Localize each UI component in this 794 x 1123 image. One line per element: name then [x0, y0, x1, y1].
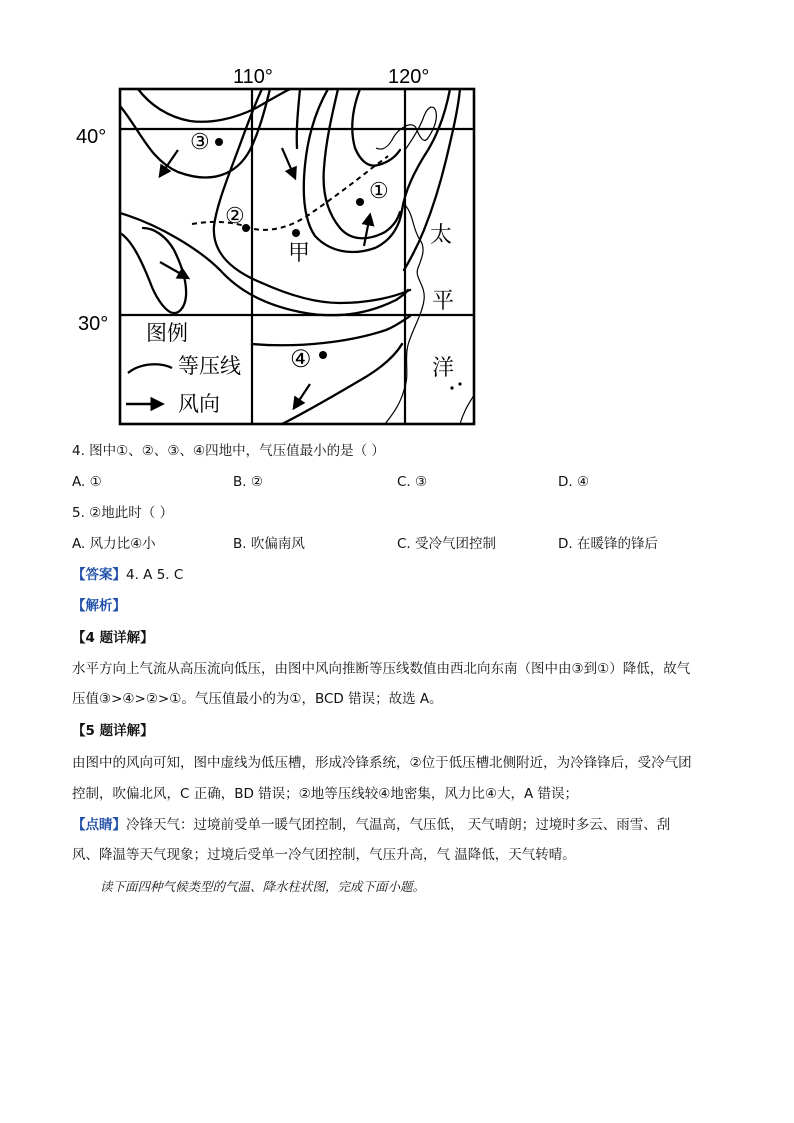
isobar	[138, 89, 290, 122]
q5-option-a: A. 风力比④小	[72, 536, 156, 552]
isobar	[352, 89, 400, 166]
q4-option-b: B. ②	[233, 474, 263, 490]
tip-line1	[72, 819, 670, 833]
q4-stem: 4. 图中①、②、③、④四地中，气压值最小的是（ ）	[72, 443, 385, 459]
point-1-label: ①	[369, 178, 389, 203]
tip-tag: 【点睛】	[72, 817, 126, 833]
point-jia-dot	[292, 229, 300, 237]
detail5-line1: 由图中的风向可知，图中虚线为低压槽，形成冷锋系统，②位于低压槽北侧附近，为冷锋锋后，受冷气团	[72, 755, 692, 771]
map-legend	[126, 322, 241, 416]
wind-arrow	[282, 148, 295, 178]
tip-text-1: 冷锋天气：过境前受单一暖气团控制，气温高，气压低， 天气晴朗；过境时多云、雨雪、刮	[126, 817, 671, 833]
weather-map-figure	[0, 0, 794, 440]
q4-option-a: A. ①	[72, 474, 102, 490]
detail4-line2: 压值③>④>②>①。气压值最小的为①，BCD 错误；故选 A。	[72, 691, 443, 707]
wind-arrow	[160, 262, 188, 278]
lon-label-110: 110°	[233, 66, 273, 88]
next-section-intro: 读下面四种气候类型的气温、降水柱状图，完成下面小题。	[100, 879, 426, 894]
answer-text: 4. A 5. C	[126, 567, 184, 583]
detail5-title: 【5 题详解】	[72, 723, 154, 739]
tip-line2: 风、降温等天气现象；过境后受单一冷气团控制，气压升高，气 温降低，天气转晴。	[72, 847, 576, 863]
point-1-dot	[356, 198, 364, 206]
legend-wind-label: 风向	[178, 393, 220, 416]
isobar	[324, 89, 400, 238]
legend-title: 图例	[146, 322, 188, 345]
q5-option-b: B. 吹偏南风	[233, 536, 305, 552]
ocean-char-3: 洋	[432, 355, 455, 380]
detail4-line1: 水平方向上气流从高压流向低压，由图中风向推断等压线数值由西北向东南（图中由③到①）降低，故气	[72, 661, 691, 677]
ocean-char-1: 太	[430, 222, 453, 247]
wind-arrow	[364, 215, 370, 246]
island-dot	[458, 382, 461, 385]
lon-label-120: 120°	[388, 66, 430, 88]
point-3-label: ③	[190, 129, 210, 154]
lat-label-30: 30°	[78, 313, 109, 335]
lat-label-40: 40°	[76, 126, 107, 148]
island-dot	[450, 386, 453, 389]
answer-tag: 【答案】	[72, 567, 126, 583]
place-label-jia: 甲	[288, 240, 311, 265]
isobar	[304, 89, 453, 252]
analysis-tag: 【解析】	[72, 598, 126, 614]
point-3-dot	[215, 138, 223, 146]
point-4-dot	[319, 351, 327, 359]
q5-stem: 5. ②地此时（ ）	[72, 505, 174, 521]
isobar	[252, 316, 410, 345]
detail4-title: 【4 题详解】	[72, 630, 154, 646]
ocean-char-2: 平	[432, 288, 455, 313]
legend-isobar-label: 等压线	[178, 355, 241, 378]
wind-arrow	[294, 384, 310, 408]
answer-line	[72, 569, 183, 583]
point-2-label: ②	[225, 203, 245, 228]
detail5-line2: 控制，吹偏北风，C 正确，BD 错误；②地等压线较④地密集，风力比④大，A 错误；	[72, 786, 578, 802]
q5-option-c: C. 受冷气团控制	[397, 536, 497, 552]
q5-option-d: D. 在暖锋的锋后	[558, 536, 658, 552]
q4-option-c: C. ③	[397, 474, 428, 490]
legend-isobar-sample	[128, 364, 172, 373]
q4-option-d: D. ④	[558, 474, 590, 490]
isobar	[297, 89, 300, 148]
point-4-label: ④	[290, 346, 312, 373]
